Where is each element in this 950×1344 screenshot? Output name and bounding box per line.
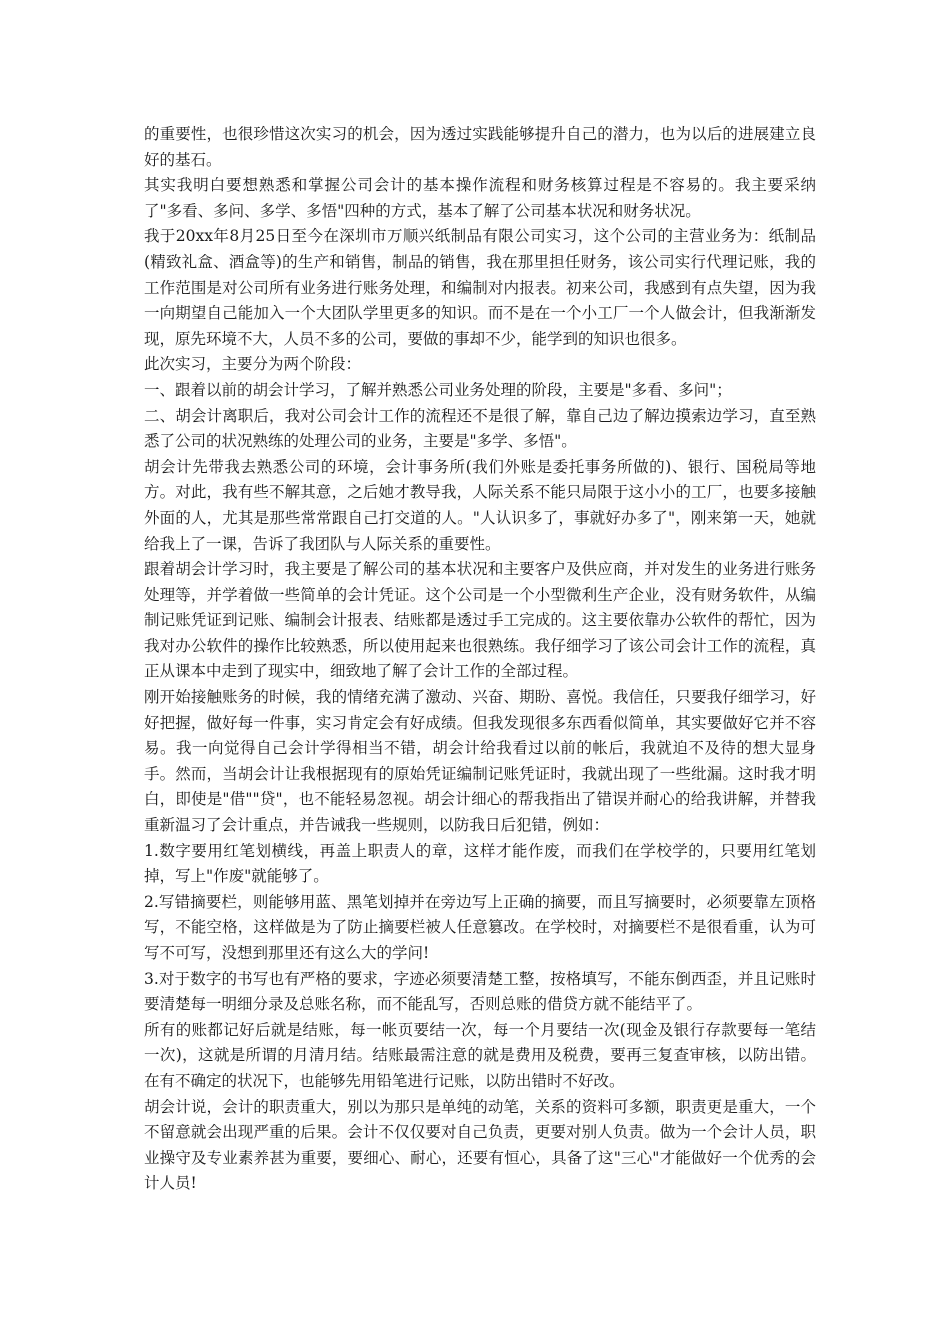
paragraph: 胡会计说，会计的职责重大，别以为那只是单纯的动笔，关系的资料可多额，职责更是重大，一个不留意就会出现严重的后果。会计不仅仅要对自己负责，更要对别人负责。做为一个会计人员，职业操守及专业素养甚为重要，要细心、耐心，还要有恒心，具备了这"三心"才能做好一个优秀的会计人员! — [144, 1097, 816, 1193]
paragraph: 所有的账都记好后就是结账，每一帐页要结一次，每一个月要结一次(现金及银行存款要每一笔结一次)，这就是所谓的月清月结。结账最需注意的就是费用及税费，要再三复查审核，以防出错。在有不确定的状况下，也能够先用铅笔进行记账，以防出错时不好改。 — [144, 1020, 816, 1090]
paragraph: 跟着胡会计学习时，我主要是了解公司的基本状况和主要客户及供应商，并对发生的业务进行账务处理等，并学着做一些简单的会计凭证。这个公司是一个小型微利生产企业，没有财务软件，从编制记账凭证到记账、编制会计报表、结账都是透过手工完成的。这主要依靠办公软件的帮忙，因为我对办公软件的操作比较熟悉，所以使用起来也很熟练。我仔细学习了该公司会计工作的流程，真正从课本中走到了现实中，细致地了解了会计工作的全部过程。 — [144, 560, 816, 681]
paragraph: 刚开始接触账务的时候，我的情绪充满了激动、兴奋、期盼、喜悦。我信任，只要我仔细学习，好好把握，做好每一件事，实习肯定会有好成绩。但我发现很多东西看似简单，其实要做好它并不容易。我一向觉得自己会计学得相当不错，胡会计给我看过以前的帐后，我就迫不及待的想大显身手。然而，当胡会计让我根据现有的原始凭证编制记账凭证时，我就出现了一些纰漏。这时我才明白，即使是"借""贷"，也不能轻易忽视。胡会计细心的帮我指出了错误并耐心的给我讲解，并替我重新温习了会计重点，并告诫我一些规则，以防我日后犯错，例如： — [144, 688, 816, 835]
paragraph: 此次实习，主要分为两个阶段： — [144, 355, 362, 374]
paragraph: 2.写错摘要栏，则能够用蓝、黑笔划掉并在旁边写上正确的摘要，而且写摘要时，必须要靠左顶格写，不能空格，这样做是为了防止摘要栏被人任意篡改。在学校时，对摘要栏不是很看重，认为可写不可写，没想到那里还有这么大的学问! — [144, 892, 816, 962]
paragraph: 其实我明白要想熟悉和掌握公司会计的基本操作流程和财务核算过程是不容易的。我主要采纳了"多看、多问、多学、多悟"四种的方式，基本了解了公司基本状况和财务状况。 — [144, 176, 816, 220]
paragraph: 1.数字要用红笔划横线，再盖上职责人的章，这样才能作废，而我们在学校学的，只要用红笔划掉，写上"作废"就能够了。 — [144, 841, 816, 886]
document-body — [144, 122, 816, 1197]
paragraph: 的重要性，也很珍惜这次实习的机会，因为透过实践能够提升自己的潜力，也为以后的进展建立良好的基石。 — [144, 125, 816, 169]
paragraph: 一、跟着以前的胡会计学习，了解并熟悉公司业务处理的阶段，主要是"多看、多问"； — [144, 380, 732, 399]
paragraph: 3.对于数字的书写也有严格的要求，字迹必须要清楚工整，按格填写，不能东倒西歪，并且记账时要清楚每一明细分录及总账名称，而不能乱写，否则总账的借贷方就不能结平了。 — [144, 969, 816, 1014]
paragraph: 二、胡会计离职后，我对公司会计工作的流程还不是很了解，靠自己边了解边摸索边学习，直至熟悉了公司的状况熟练的处理公司的业务，主要是"多学、多悟"。 — [144, 406, 816, 451]
paragraph: 我于20xx年8月25日至今在深圳市万顺兴纸制品有限公司实习，这个公司的主营业务为：纸制品(精致礼盒、酒盒等)的生产和销售，制品的销售，我在那里担任财务，该公司实行代理记账，我的工作范围是对公司所有业务进行账务处理，和编制对内报表。初来公司，我感到有点失望，因为我一向期望自己能加入一个大团队学里更多的知识。而不是在一个小工厂一个人做会计，但我渐渐发现，原先环境不大，人员不多的公司，要做的事却不少，能学到的知识也很多。 — [144, 227, 816, 348]
paragraph: 胡会计先带我去熟悉公司的环境，会计事务所(我们外账是委托事务所做的)、银行、国税局等地方。对此，我有些不解其意，之后她才教导我，人际关系不能只局限于这小小的工厂，也要多接触外面的人，尤其是那些常常跟自己打交道的人。"人认识多了，事就好办多了"，刚来第一天，她就给我上了一课，告诉了我团队与人际关系的重要性。 — [144, 457, 816, 553]
